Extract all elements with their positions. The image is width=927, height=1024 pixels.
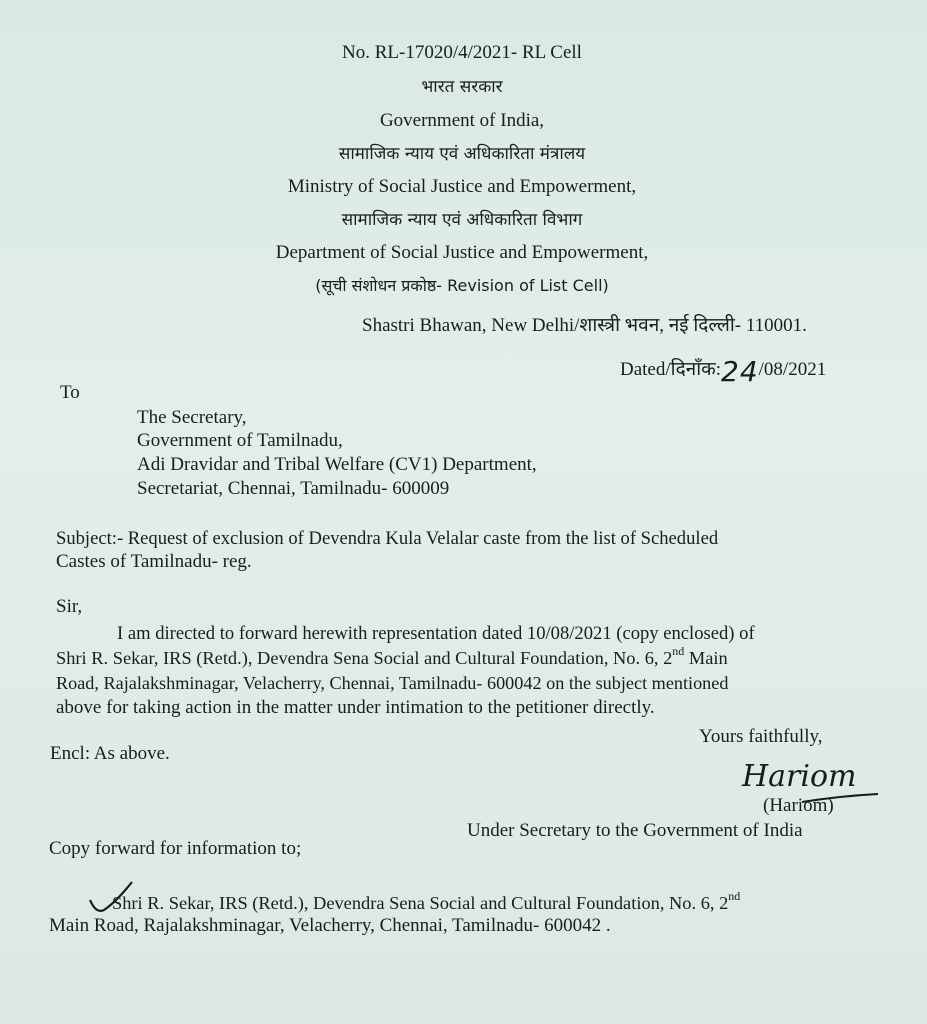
body-line-4: above for taking action in the matter under intimation to the petitioner directly. [56, 697, 655, 718]
body-line-1: I am directed to forward herewith representation dated 10/08/2021 (copy enclosed) of [117, 623, 755, 644]
copy-line-1-text: Shri R. Sekar, IRS (Retd.), Devendra Sena Social and Cultural Foundation, No. 6, 2 [112, 893, 729, 913]
signatory-name: (Hariom) [763, 795, 834, 816]
signature-text: Hariom [742, 759, 857, 794]
dated-day-handwritten: 24 [721, 355, 759, 388]
body-line-2-superscript: nd [672, 643, 685, 658]
recipient-line-4: Secretariat, Chennai, Tamilnadu- 600009 [137, 478, 450, 499]
subject-line-2: Castes of Tamilnadu- reg. [56, 551, 252, 572]
to-label: To [60, 382, 80, 403]
copy-heading: Copy forward for information to; [49, 838, 302, 859]
recipient-line-3: Adi Dravidar and Tribal Welfare (CV1) Department, [137, 454, 537, 475]
department-hindi: सामाजिक न्याय एवं अधिकारिता विभाग [341, 210, 583, 230]
body-line-2-text: Shri R. Sekar, IRS (Retd.), Devendra Sena Social and Cultural Foundation, No. 6, 2 [56, 648, 673, 668]
gov-english: Government of India, [379, 110, 545, 131]
file-number: No. RL-17020/4/2021- RL Cell [342, 42, 582, 63]
copy-line-1-superscript: nd [728, 888, 741, 903]
subject-line-1: Subject:- Request of exclusion of Devendra Kula Velalar caste from the list of Scheduled [56, 528, 719, 549]
gov-hindi: भारत सरकार [421, 77, 503, 97]
body-line-2 [56, 643, 728, 669]
recipient-line-1: The Secretary, [137, 407, 247, 428]
copy-line-2: Main Road, Rajalakshminagar, Velacherry, Chennai, Tamilnadu- 600042 . [49, 915, 611, 936]
dated-label: Dated/दिनाँक: [620, 359, 721, 380]
body-line-2-tail: Main [684, 648, 728, 668]
body-line-3: Road, Rajalakshminagar, Velacherry, Chennai, Tamilnadu- 600042 on the subject mentioned [56, 673, 729, 693]
enclosure-note: Encl: As above. [50, 743, 170, 764]
revision-cell: (सूची संशोधन प्रकोष्ठ- Revision of List Cell) [315, 276, 609, 295]
ministry-hindi: सामाजिक न्याय एवं अधिकारिता मंत्रालय [338, 144, 586, 164]
recipient-line-2: Government of Tamilnadu, [137, 430, 343, 451]
signatory-designation: Under Secretary to the Government of India [467, 820, 803, 841]
dated-rest: /08/2021 [758, 359, 827, 380]
copy-line-1 [112, 888, 741, 914]
department-english: Department of Social Justice and Empowerment, [275, 242, 649, 263]
office-address: Shastri Bhawan, New Delhi/शास्त्री भवन, नई दिल्ली- 110001. [362, 315, 807, 336]
ministry-english: Ministry of Social Justice and Empowerment, [287, 176, 637, 197]
yours-faithfully: Yours faithfully, [699, 726, 823, 747]
dated-line [620, 355, 827, 388]
salutation: Sir, [56, 596, 83, 617]
